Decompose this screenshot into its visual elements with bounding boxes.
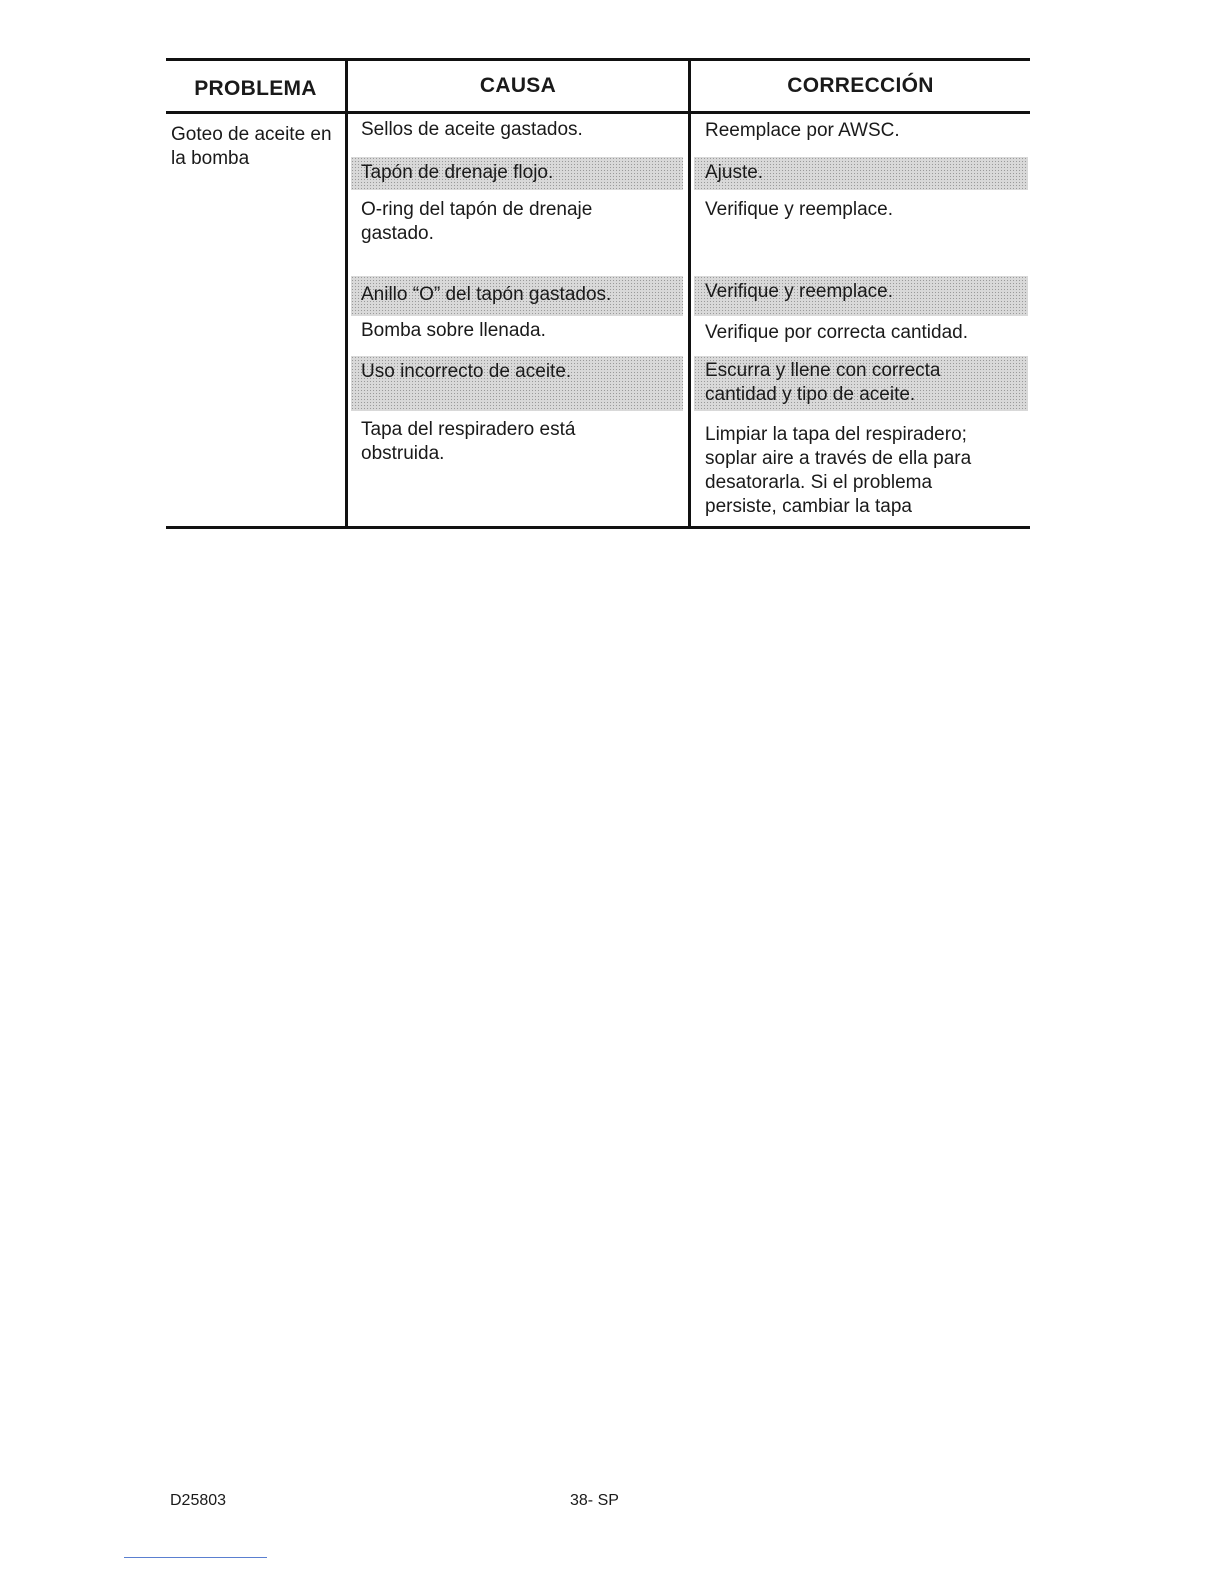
document-code: D25803 <box>170 1492 227 1509</box>
cause-cell: Tapa del respiradero está obstruida. <box>361 419 576 464</box>
column-divider <box>688 61 691 526</box>
header-causa: CAUSA <box>479 74 557 97</box>
header-divider <box>166 111 1030 114</box>
cause-cell: Tapón de drenaje flojo. <box>361 162 554 183</box>
problem-text: Goteo de aceite en la bomba <box>171 124 332 169</box>
correction-cell: Reemplace por AWSC. <box>705 120 900 141</box>
cause-cell: O-ring del tapón de drenaje gastado. <box>361 199 593 244</box>
correction-cell: Verifique por correcta cantidad. <box>705 322 968 343</box>
cause-cell: Bomba sobre llenada. <box>361 320 546 341</box>
correction-cell: Verifique y reemplace. <box>705 199 893 220</box>
header-correccion: CORRECCIÓN <box>787 74 934 97</box>
cause-cell: Anillo “O” del tapón gastados. <box>361 284 612 305</box>
cause-cell: Sellos de aceite gastados. <box>361 119 583 140</box>
correction-cell: Escurra y llene con correcta cantidad y tipo de aceite. <box>705 360 941 405</box>
page-number: 38- SP <box>570 1492 619 1509</box>
cause-cell: Uso incorrecto de aceite. <box>361 361 572 382</box>
correction-cell: Ajuste. <box>705 162 764 183</box>
column-divider <box>345 61 348 526</box>
correction-cell: Verifique y reemplace. <box>705 281 893 302</box>
correction-cell: Limpiar la tapa del respiradero; soplar aire a través de ella para desatorarla. Si el problema persiste, cambiar la tapa <box>705 424 972 517</box>
troubleshooting-table <box>166 58 1030 529</box>
scan-artifact-line <box>124 1557 267 1558</box>
header-problema: PROBLEMA <box>194 77 317 100</box>
